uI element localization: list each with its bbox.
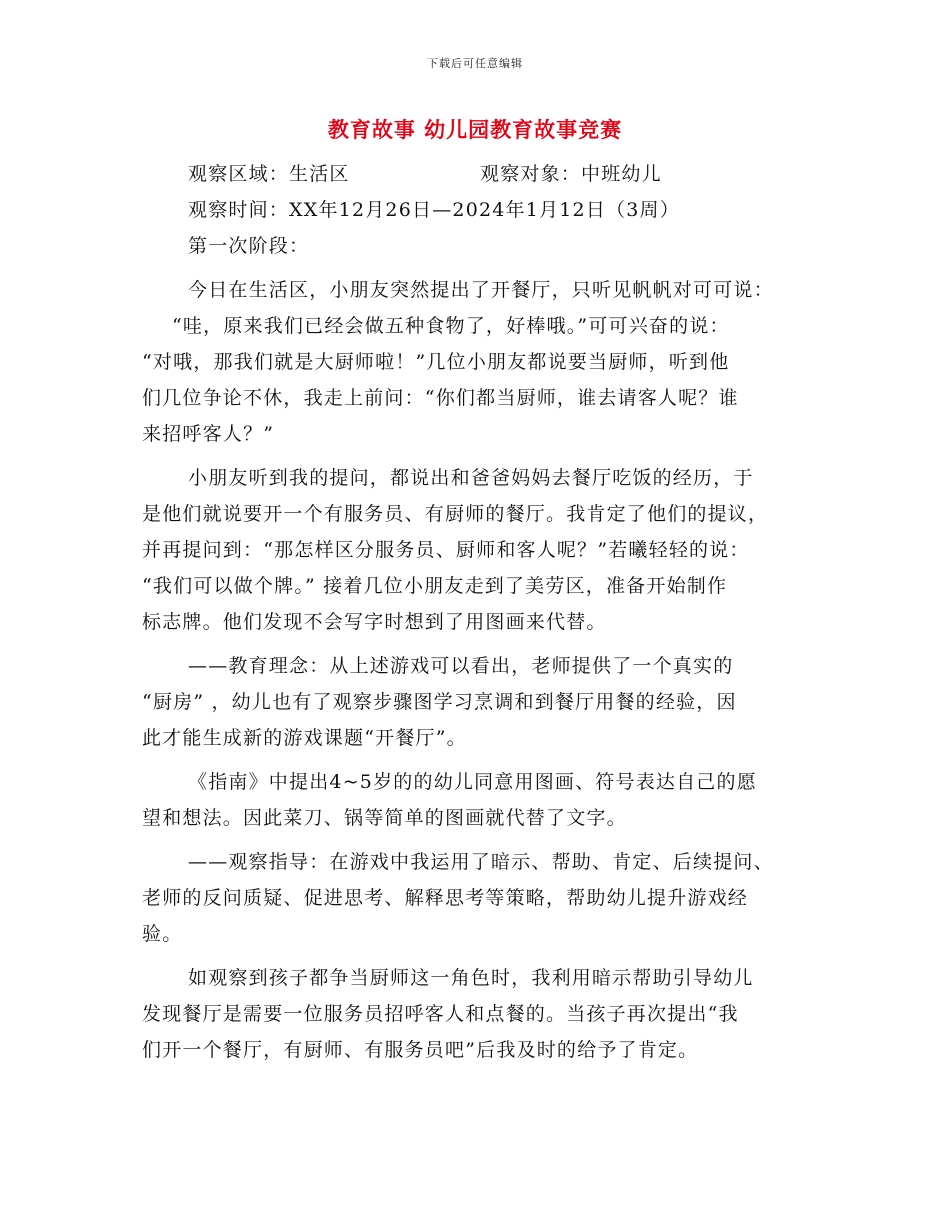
- paragraph-line: 望和想法。因此菜刀、锅等简单的图画就代替了文字。: [142, 807, 627, 829]
- paragraph-line: 《指南》中提出4~5岁的的幼儿同意用图画、符号表达自己的愿: [188, 771, 757, 793]
- paragraph-line: 们几位争论不休，我走上前问：“你们都当厨师，谁去请客人呢？谁: [142, 387, 739, 409]
- observation-time: 观察时间：XX年12月26日—2024年1月12日（3周）: [188, 199, 680, 221]
- paragraph-line: ——教育理念：从上述游戏可以看出，老师提供了一个真实的: [188, 655, 734, 677]
- paragraph-line: “哇，原来我们已经会做五种食物了，好棒哦。”可可兴奋的说：: [172, 315, 730, 337]
- stage-heading: 第一次阶段：: [188, 235, 310, 257]
- paragraph-5: [142, 844, 812, 952]
- paragraph-line: 此才能生成新的游戏课题“开餐厅”。: [142, 727, 467, 749]
- observation-meta-row: [142, 156, 812, 192]
- paragraph-line: 老师的反问质疑、促进思考、解释思考等策略，帮助幼儿提升游戏经: [142, 887, 749, 909]
- paragraph-line: 小朋友听到我的提问，都说出和爸爸妈妈去餐厅吃饭的经历，于: [188, 467, 754, 489]
- paragraph-line: 们开一个餐厅，有厨师、有服务员吧”后我及时的给予了肯定。: [142, 1039, 699, 1061]
- paragraph-line: 来招呼客人？”: [142, 423, 275, 445]
- observation-area: 观察区域：生活区: [188, 163, 350, 185]
- header-note: 下载后可任意编辑: [427, 57, 523, 70]
- paragraph-line: ——观察指导：在游戏中我运用了暗示、帮助、肯定、后续提问、: [188, 851, 774, 873]
- paragraph-3: [142, 648, 812, 756]
- paragraph-line: “对哦，那我们就是大厨师啦！”几位小朋友都说要当厨师，听到他: [142, 351, 730, 373]
- paragraph-line: 验。: [142, 923, 183, 945]
- paragraph-1: [142, 272, 812, 452]
- observation-target: 观察对象：中班幼儿: [480, 163, 662, 185]
- paragraph-line: 如观察到孩子都争当厨师这一角色时，我利用暗示帮助引导幼儿: [188, 967, 754, 989]
- page-title: 教育故事 幼儿园教育故事竞赛: [327, 117, 623, 142]
- paragraph-6: [142, 960, 812, 1068]
- paragraph-line: 是他们就说要开一个有服务员、有厨师的餐厅。我肯定了他们的提议，: [142, 503, 769, 525]
- paragraph-line: 并再提问到：“那怎样区分服务员、厨师和客人呢？”若曦轻轻的说：: [142, 539, 750, 561]
- paragraph-line: “厨房” ，幼儿也有了观察步骤图学习烹调和到餐厅用餐的经验，因: [142, 691, 737, 713]
- paragraph-line: 今日在生活区，小朋友突然提出了开餐厅，只听见帆帆对可可说：: [188, 279, 774, 301]
- paragraph-4: [142, 764, 812, 836]
- paragraph-line: “我们可以做个牌。” 接着几位小朋友走到了美劳区，准备开始制作: [142, 575, 728, 597]
- document-body: [142, 156, 812, 1068]
- paragraph-line: 发现餐厅是需要一位服务员招呼客人和点餐的。当孩子再次提出“我: [142, 1003, 739, 1025]
- paragraph-2: [142, 460, 812, 640]
- paragraph-line: 标志牌。他们发现不会写字时想到了用图画来代替。: [142, 611, 607, 633]
